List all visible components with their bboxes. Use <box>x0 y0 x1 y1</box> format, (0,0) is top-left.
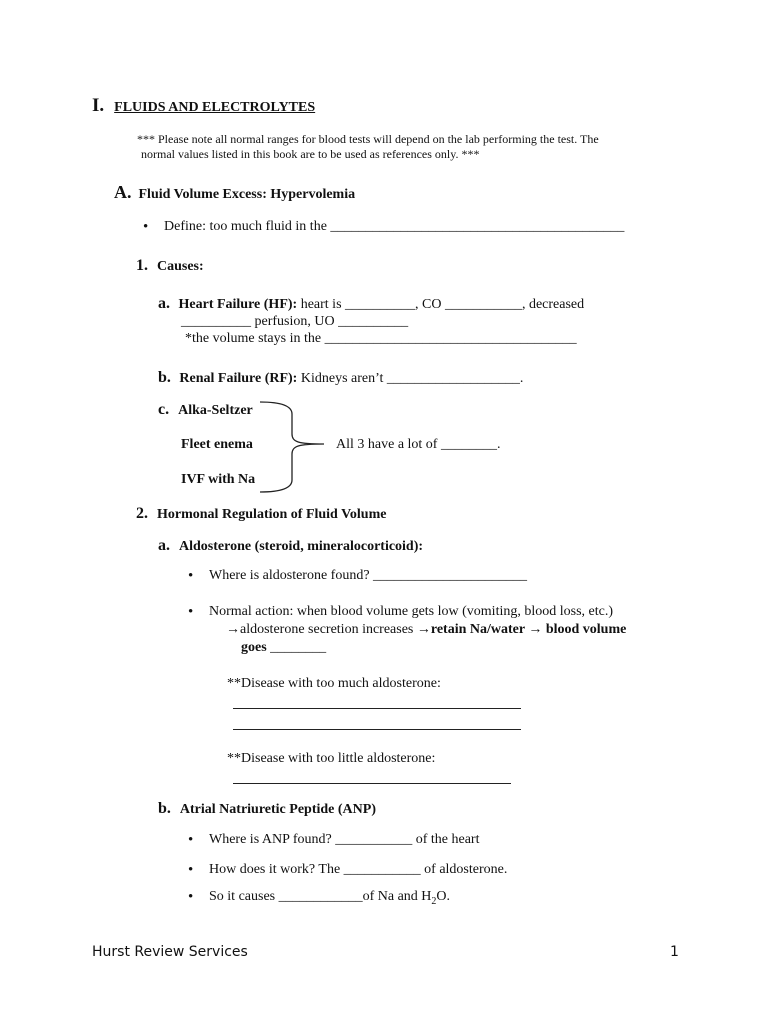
aldo-normal-2b: →retain Na/water → blood volume <box>416 622 627 637</box>
section-title: FLUIDS AND ELECTROLYTES <box>114 100 316 115</box>
anp-causes-b: O. <box>436 889 451 904</box>
subsection-a-letter: A. <box>114 182 132 202</box>
hormonal-title: Hormonal Regulation of Fluid Volume <box>157 507 387 522</box>
anp-causes-bullet <box>209 889 450 907</box>
group-note: All 3 have a lot of ________. <box>336 437 501 452</box>
rf-line <box>158 369 523 387</box>
curly-brace-icon <box>258 398 328 498</box>
aldo-normal-line-2 <box>226 622 626 638</box>
hormonal-heading <box>136 505 386 523</box>
section-numeral: I. <box>92 95 105 116</box>
section-heading <box>92 95 315 117</box>
group-c-letter: c. <box>158 401 170 418</box>
footer-left: Hurst Review Services <box>92 944 248 960</box>
subsection-a-title: Fluid Volume Excess: Hypervolemia <box>138 187 356 202</box>
rf-label: Renal Failure (RF): <box>179 371 298 386</box>
subsection-a-heading <box>114 182 355 203</box>
group-c-letter-row <box>158 401 253 419</box>
anp-how-bullet: • How does it work? The ___________ of aldosterone. <box>209 862 507 878</box>
hf-line-1 <box>158 295 584 313</box>
anp-heading <box>158 800 376 818</box>
note-line-1: *** Please note all normal ranges for blood tests will depend on the lab performing the test. The <box>137 132 599 146</box>
aldo-normal-3b: ________ <box>266 640 327 655</box>
note-line-2: normal values listed in this book are to be used as references only. *** <box>141 147 480 161</box>
anp-letter: b. <box>158 800 171 817</box>
rf-text: Kidneys aren’t ___________________. <box>297 371 524 386</box>
answer-line <box>233 708 521 709</box>
aldo-title: Aldosterone (steroid, mineralocorticoid): <box>179 539 424 554</box>
page-number: 1 <box>670 944 679 960</box>
hf-line-3: *the volume stays in the ____________________________________ <box>185 331 577 346</box>
hormonal-number: 2. <box>136 505 148 522</box>
group-item-1: Alka-Seltzer <box>178 403 253 418</box>
aldo-found-bullet: • Where is aldosterone found? ______________________ <box>209 568 527 584</box>
answer-line <box>233 729 521 730</box>
hf-text-1: heart is __________, CO ___________, decreased <box>297 297 585 312</box>
aldo-normal-2a: →aldosterone secretion increases <box>226 622 417 637</box>
causes-title: Causes: <box>157 259 204 274</box>
hf-label: Heart Failure (HF): <box>178 297 298 312</box>
aldo-too-much: **Disease with too much aldosterone: <box>227 676 441 691</box>
rf-letter: b. <box>158 369 171 386</box>
answer-line <box>233 783 511 784</box>
group-item-2: Fleet enema <box>181 437 253 452</box>
causes-number: 1. <box>136 257 148 274</box>
hf-line-2: __________ perfusion, UO __________ <box>181 314 409 329</box>
aldo-normal-bullet: • Normal action: when blood volume gets low (vomiting, blood loss, etc.) <box>209 604 613 620</box>
anp-found-bullet: • Where is ANP found? ___________ of the heart <box>209 832 479 848</box>
anp-causes-sub: 2 <box>431 895 437 907</box>
aldo-normal-3a: goes <box>241 640 267 655</box>
anp-causes-a: So it causes ____________of Na and H <box>209 889 432 904</box>
hf-letter: a. <box>158 295 170 312</box>
define-bullet: • Define: too much fluid in the __________________________________________ <box>164 219 624 235</box>
causes-heading <box>136 257 204 275</box>
aldo-normal-line-3 <box>241 640 326 656</box>
anp-title: Atrial Natriuretic Peptide (ANP) <box>179 802 376 817</box>
aldo-letter: a. <box>158 537 170 554</box>
aldo-too-little: **Disease with too little aldosterone: <box>227 751 436 766</box>
group-item-3: IVF with Na <box>181 472 256 487</box>
aldo-heading <box>158 537 423 555</box>
